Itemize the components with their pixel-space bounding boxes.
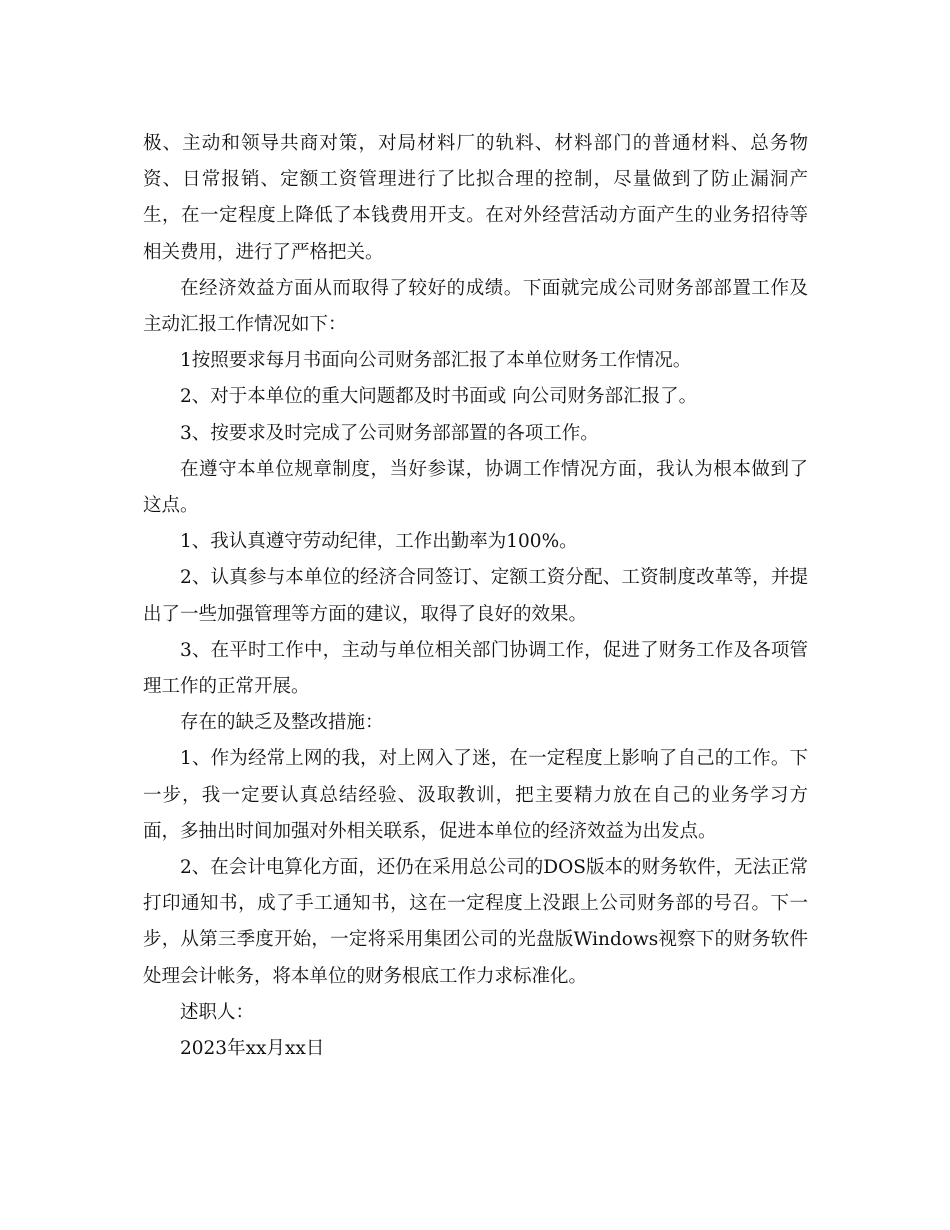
list-item-report-3: 3、按要求及时完成了公司财务部部置的各项工作。	[180, 422, 599, 444]
paragraph-cost-control: 极、主动和领导共商对策，对局材料厂的轨料、材料部门的普通材料、总务物资、日常报销、定额工资管理进行了比拟合理的控制，尽量做到了防止漏洞产生，在一定程度上降低了本钱费用开支。在对外经营活动方面产生的业务招待等相关费用，进行了严格把关。	[143, 133, 808, 263]
list-item-compliance-3: 3、在平时工作中，主动与单位相关部门协调工作，促进了财务工作及各项管理工作的正常开展。	[143, 639, 808, 698]
signature-label: 述职人：	[180, 1001, 255, 1023]
list-item-shortcoming-1: 1、作为经常上网的我，对上网入了迷，在一定程度上影响了自己的工作。下一步，我一定要认真总结经验、汲取教训，把主要精力放在自己的业务学习方面，多抽出时间加强对外相关联系，促进本单位的经济效益为出发点。	[143, 748, 808, 842]
document-page	[143, 126, 808, 1067]
list-item-shortcoming-2: 2、在会计电算化方面，还仍在采用总公司的DOS版本的财务软件，无法正常打印通知书，成了手工通知书，这在一定程度上没跟上公司财务部的号召。下一步，从第三季度开始，一定将采用集团公司的光盘版Windows视察下的财务软件处理会计帐务，将本单位的财务根底工作力求标准化。	[143, 857, 808, 987]
list-item-report-2: 2、对于本单位的重大问题都及时书面或 向公司财务部汇报了。	[180, 386, 698, 408]
list-item-compliance-2: 2、认真参与本单位的经济合同签订、定额工资分配、工资制度改革等，并提出了一些加强管理等方面的建议，取得了良好的效果。	[143, 567, 808, 625]
paragraph-economic-results: 在经济效益方面从而取得了较好的成绩。下面就完成公司财务部部置工作及主动汇报工作情况如下：	[143, 277, 808, 336]
section-heading-shortcomings: 存在的缺乏及整改措施：	[180, 712, 384, 734]
document-date: 2023年xx月xx日	[180, 1038, 325, 1060]
paragraph-rules-compliance: 在遵守本单位规章制度，当好参谋，协调工作情况方面，我认为根本做到了这点。	[143, 458, 808, 517]
list-item-report-1: 1按照要求每月书面向公司财务部汇报了本单位财务工作情况。	[180, 350, 692, 372]
list-item-compliance-1: 1、我认真遵守劳动纪律，工作出勤率为100%。	[180, 531, 578, 553]
